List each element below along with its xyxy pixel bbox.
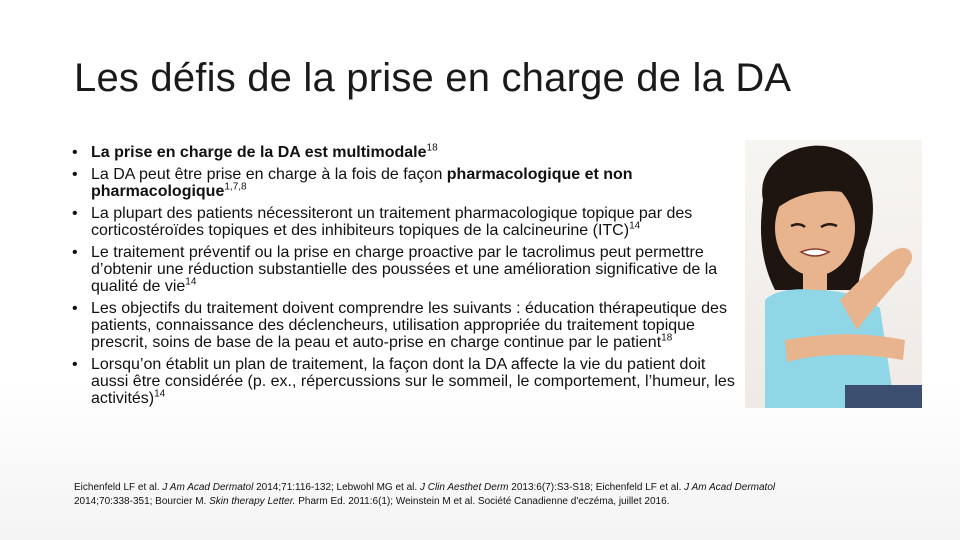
bullet-item	[72, 144, 744, 161]
slide-title: Les défis de la prise en charge de la DA	[74, 56, 792, 100]
bullet-item	[72, 300, 744, 351]
bullet-item	[72, 244, 744, 295]
bullet-text-bold: La prise en charge de la DA est multimodale	[91, 144, 427, 161]
bullet-text: Le traitement préventif ou la prise en charge proactive par le tacrolimus peut permettre d’obtenir une réduction substantielle des poussées et une amélioration significative de la qualité de vie	[91, 244, 718, 295]
child-illustration	[745, 140, 922, 408]
jeans-shape	[845, 385, 922, 408]
child-scratching-arm-photo	[745, 140, 922, 408]
bullet-superscript: 18	[426, 142, 438, 154]
reference-journal: J Clin Aesthet Derm	[419, 482, 509, 493]
reference-text: 2014;70:338-351; Bourcier M.	[74, 496, 210, 507]
bullet-item	[72, 356, 744, 407]
bullet-item	[72, 205, 744, 239]
reference-journal: Skin therapy Letter.	[209, 496, 296, 507]
neck-shape	[803, 270, 827, 292]
bullet-text: La DA peut être prise en charge à la fois de façon	[91, 166, 447, 183]
reference-text: Pharm Ed. 2011:6(1); Weinstein M et al. Société Canadienne d'eczéma, juillet 2016.	[295, 496, 670, 507]
bullet-text: Lorsqu’on établit un plan de traitement, la façon dont la DA affecte la vie du patient doit aussi être considérée (p. ex., répercussions sur le sommeil, le comportement, l’humeur, les activités)	[91, 356, 735, 407]
bullet-superscript: 1,7,8	[224, 181, 247, 193]
reference-text: 2014;71:116-132; Lebwohl MG et al.	[253, 482, 420, 493]
reference-journal: J Am Acad Dermatol	[684, 482, 776, 493]
reference-journal: J Am Acad Dermatol	[162, 482, 254, 493]
bullet-superscript: 14	[185, 276, 197, 288]
reference-text: Eichenfeld LF et al.	[74, 482, 163, 493]
bullet-text-bold: pharmacologique et non pharmacologique	[91, 166, 633, 200]
bullet-superscript: 18	[661, 332, 673, 344]
bullet-item	[72, 166, 744, 200]
bullet-text: Les objectifs du traitement doivent comprendre les suivants : éducation thérapeutique des patients, connaissance des déclencheurs, utilisation appropriée du traitement topique prescrit, soins de base de la peau et auto-prise en charge continue par le patient	[91, 300, 727, 351]
reference-text: 2013:6(7):S3-S18; Eichenfeld LF et al.	[508, 482, 685, 493]
bullet-superscript: 14	[154, 388, 166, 400]
bullet-text: La plupart des patients nécessiteront un traitement pharmacologique topique par des corticostéroïdes topiques et des inhibiteurs topiques de la calcineurine (ITC)	[91, 205, 693, 239]
references	[74, 481, 794, 509]
bullet-superscript: 14	[629, 220, 641, 232]
bullet-list	[72, 144, 744, 412]
